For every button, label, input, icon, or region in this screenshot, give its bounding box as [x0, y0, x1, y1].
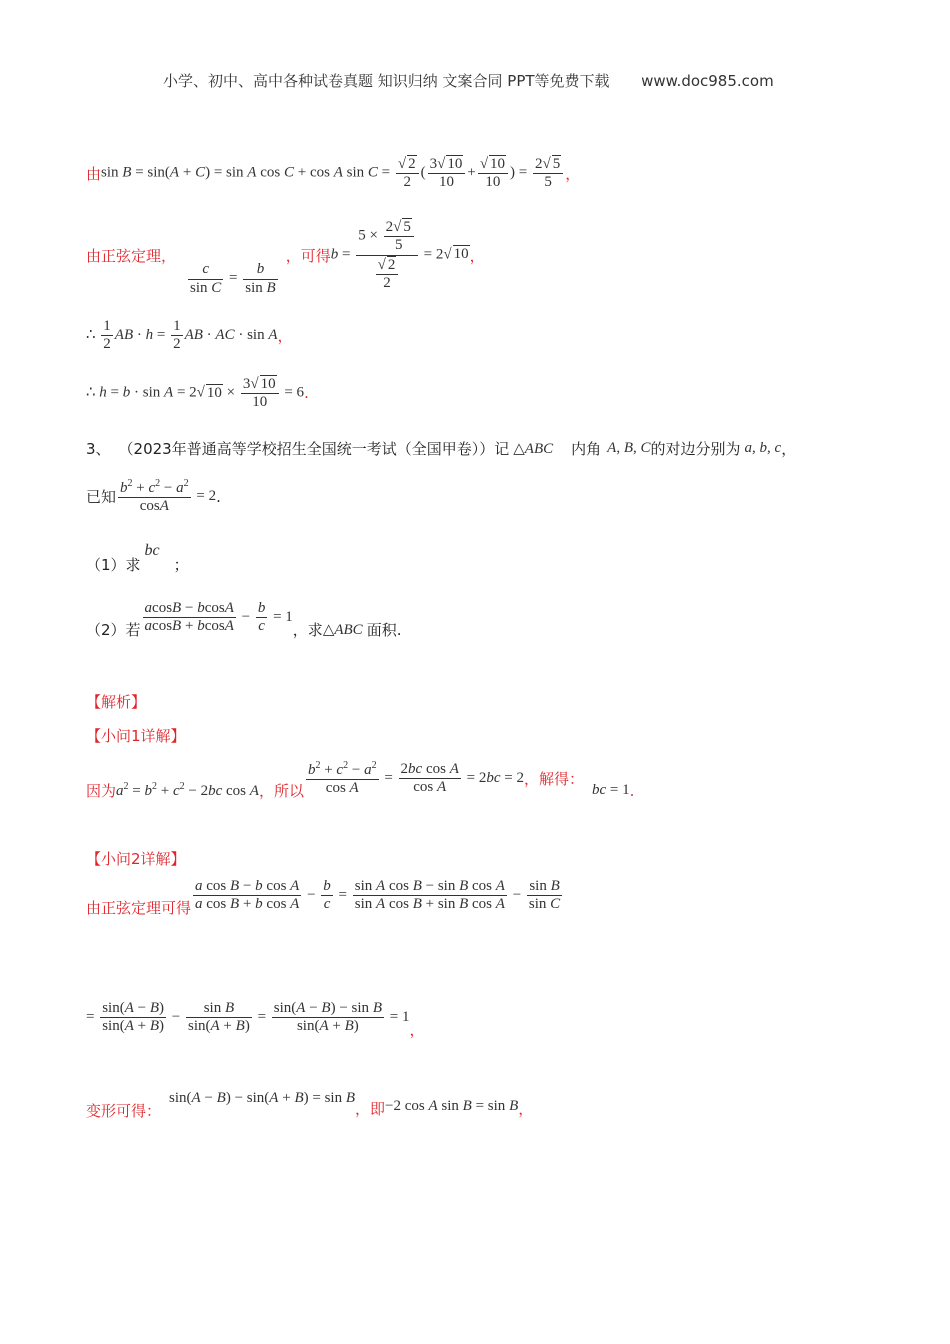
p2-end: ，	[518, 1100, 534, 1118]
question-1	[86, 540, 189, 574]
line2-mid: ，可得	[285, 246, 331, 265]
question-2	[86, 600, 402, 640]
cosine-law: $a^2 = b^2 + c^2 - 2bc$ cos A	[116, 781, 259, 800]
p1-derivation: $\frac{b^2 + c^2 - a^2}{\text{cos A}}$ = $\frac{\text{2bc cos A}}{\text{cos A}}$ = 2bc = 2	[307, 760, 524, 797]
q1-end: ；	[173, 556, 189, 574]
h-formula: ∴ h = b · sin A = 2√ 10 × $\frac{3√ 10}{10}$ = 6	[86, 376, 305, 411]
p2-formula-4: −2 cos A sin B = sin B	[385, 1098, 519, 1114]
page-header	[163, 70, 774, 91]
angles-abc: A, B, C	[607, 440, 651, 456]
part1-solution	[86, 760, 635, 801]
p2-comma: ，	[409, 1021, 425, 1040]
q2-label: （2）若	[86, 621, 141, 640]
problem-source: （2023年普通高等学校招生全国统一考试（全国甲卷））记	[118, 440, 510, 458]
p1-solve: ，解得：	[523, 770, 584, 789]
line2-comma: ，	[469, 246, 485, 265]
equation-line-2	[86, 218, 485, 296]
p2-law: 由正弦定理可得	[86, 899, 192, 918]
header-slogan: 小学、初中、高中各种试卷真题 知识归纳 文案合同 PPT等免费下载	[163, 72, 610, 90]
end-comma: ，	[781, 440, 797, 458]
equation-line-1	[86, 155, 580, 192]
part2-transform	[86, 1088, 534, 1120]
angles-text: 内角	[571, 440, 602, 458]
triangle-abc: △ABC	[513, 441, 554, 457]
q1-bc: bc	[144, 541, 160, 559]
given-condition	[86, 478, 221, 516]
part2-sine-law	[86, 878, 564, 918]
q2-end: 面积.	[366, 621, 402, 640]
q2-triangle: △ABC	[322, 622, 363, 639]
p2-transform: 变形可得：	[86, 1102, 162, 1120]
line1-formula: sin B = sin(A + C) = sin A cos C + cos A sin C = $\frac{√ 2}{2}$ ( $\frac{3√ 10}{10}$ + $\frac{√ 10}{10}$ ) = $\frac{2√ 5}{5}$	[101, 155, 565, 192]
problem-number: 3、	[86, 440, 111, 458]
p2-formula-1: $\frac{\text{a cos B − b cos A}}{\text{a cos B + b cos A}}$ − $\frac{b}{c}$ = $\frac{\text{sin A cos B − sin B cos A}}{\text{sin A cos B + sin B cos A}}$ − $\frac{\text{sin B}}{\text{sin C}}$	[195, 878, 561, 913]
header-url: www.doc985.com	[641, 72, 774, 90]
q2-mid: ，求	[292, 621, 323, 640]
known-label: 已知	[86, 488, 117, 507]
analysis-heading: 【解析】	[86, 693, 147, 711]
line4-period: .	[304, 384, 309, 403]
p1-end: .	[629, 781, 635, 800]
part2-simplify	[86, 1000, 425, 1040]
p2-formula-3: sin(A − B) − sin(A + B) = sin B	[169, 1090, 355, 1106]
b-value-formula: b = 5 × $\frac{2√ 5}{5}$ $\frac{√ 2}{2}$ = 2√ 10	[330, 219, 469, 291]
equation-line-4	[86, 375, 309, 412]
part2-heading: 【小问2详解】	[86, 850, 186, 868]
q2-formula: $\frac{acosB - bcosA}{acosB + bcosA}$ − $\frac{b}{c}$ = 1	[144, 600, 293, 635]
line1-comma: ，	[565, 164, 581, 183]
p2-formula-2: = $\frac{\sin(A - B)}{\sin(A + B)}$ − $\frac{\text{sin B}}{\sin(A + B)}$ = $\frac{\text{sin(A − B) − sin B}}{\sin(A + B)}$ = 1	[86, 1000, 410, 1035]
part1-heading: 【小问1详解】	[86, 727, 186, 745]
p1-so: ，所以	[258, 782, 304, 801]
line3-comma: ，	[277, 327, 293, 346]
p1-because: 因为	[86, 782, 117, 801]
line2-prefix: 由正弦定理，	[86, 246, 177, 265]
bc-result: bc = 1	[592, 782, 630, 799]
line1-prefix: 由	[86, 164, 102, 183]
opposite-text: 的对边分别为	[650, 440, 741, 458]
problem-3-statement	[86, 438, 796, 459]
sine-law-formula: $\frac{c}{\text{sin C}}$ = $\frac{b}{\text{sin B}}$	[190, 261, 276, 296]
given-formula: $\frac{b^2 + c^2 - a^2}{\cos A}$ = 2	[120, 478, 217, 515]
equation-line-3	[86, 318, 293, 354]
known-end: .	[216, 487, 221, 506]
sides-abc: a, b, c	[744, 440, 782, 456]
p2-ie: ，即	[355, 1100, 386, 1118]
area-formula: ∴ $\frac{1}{2}$ AB · h = $\frac{1}{2}$ AB · AC · sin A	[86, 318, 278, 353]
q1-label: （1）求	[86, 556, 141, 574]
